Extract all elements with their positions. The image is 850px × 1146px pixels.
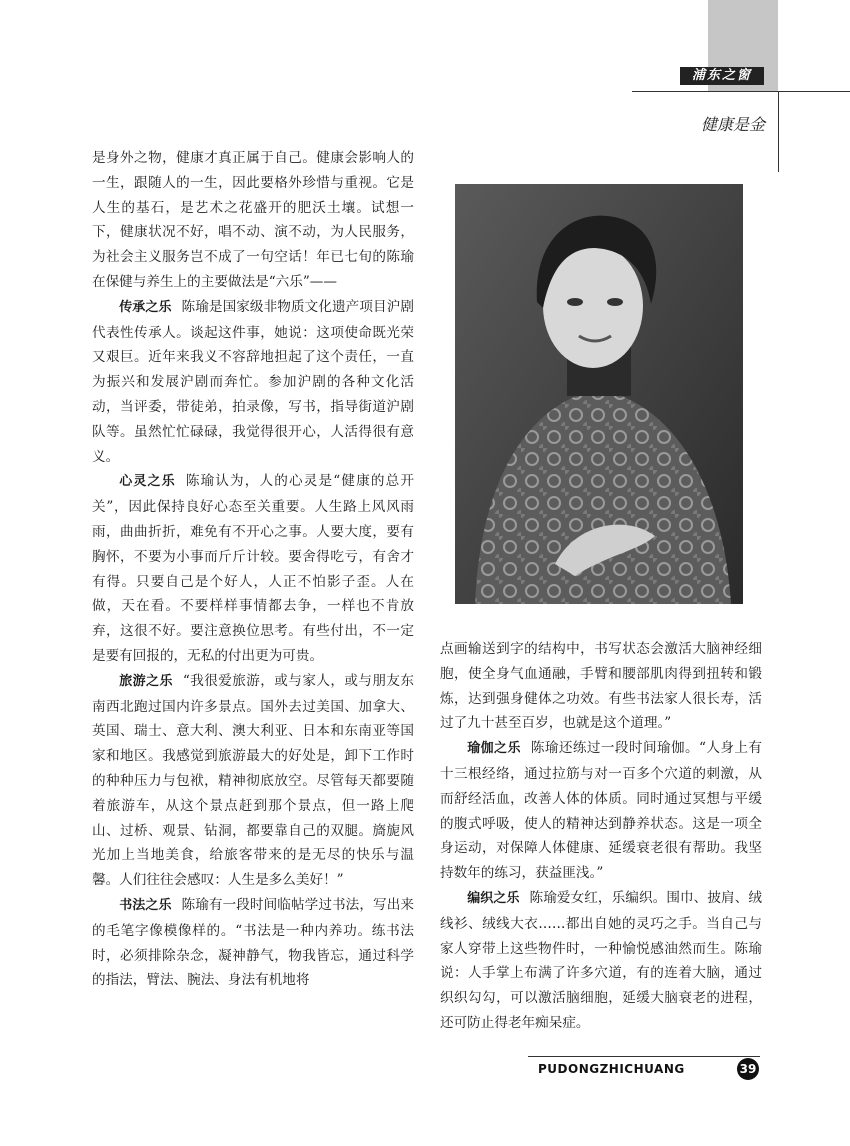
page-number: 39 [737, 1058, 759, 1080]
section-heading: 心灵之乐 [119, 474, 176, 490]
left-column [92, 146, 414, 993]
section-paragraph [440, 736, 762, 886]
section-heading: 编织之乐 [467, 890, 520, 906]
section-paragraph [92, 669, 414, 893]
section-heading: 书法之乐 [119, 897, 172, 913]
header-rule-vertical [778, 92, 779, 172]
section-text: 陈瑜还练过一段时间瑜伽。“人身上有十三根经络，通过拉筋与对一百多个穴道的刺激，从而舒经活血，改善人体的体质。同时通过冥想与平缓的腹式呼吸，使人的精神达到静养状态。这是一项全身运动，对保障人体健康、延缓衰老很有帮助。我坚持数年的练习，获益匪浅。” [440, 740, 762, 882]
section-text: 陈瑜认为，人的心灵是“健康的总开关”，因此保持良好心态至关重要。人生路上风风雨雨，曲曲折折，难免有不开心之事。人要大度，要有胸怀，不要为小事而斤斤计较。要舍得吃亏，有舍才有得。只要自己是个好人，人正不怕影子歪。人在做，天在看。不要样样事情都去争，一样也不肯放弃，这很不好。要注意换位思考。有些付出，不一定是要有回报的，无私的付出更为可贵。 [92, 473, 414, 664]
section-heading: 传承之乐 [119, 299, 172, 315]
section-heading: 瑜伽之乐 [467, 741, 521, 757]
header-rule-horizontal [632, 91, 850, 92]
right-column [440, 637, 762, 1036]
section-heading: 旅游之乐 [119, 673, 173, 689]
section-text: “我很爱旅游，或与家人，或与朋友东南西北跑过国内许多景点。国外去过美国、加拿大、英国、瑞士、意大利、澳大利亚、日本和东南亚等国家和地区。我感觉到旅游最大的好处是，卸下工作时的种种压力与包袱，精神彻底放空。尽管每天都要随着旅游车，从这个景点赶到那个景点，但一路上爬山、过桥、观景、钻洞，都要靠自己的双腿。旖旎风光加上当地美食，给旅客带来的是无尽的快乐与温馨。人们往往会感叹：人生是多么美好！” [92, 672, 414, 889]
section-paragraph [92, 469, 414, 668]
continuation-paragraph: 点画输送到字的结构中，书写状态会激活大脑神经细胞，使全身气血通融，手臂和腰部肌肉得到扭转和锻炼，达到强身健体之功效。有些书法家人很长寿，活过了九十甚至百岁，也就是这个道理。” [440, 641, 762, 732]
section-paragraph [440, 886, 762, 1036]
section-text: 陈瑜是国家级非物质文化遗产项目沪剧代表性传承人。谈起这件事，她说：这项使命既光荣又艰巨。近年来我义不容辞地担起了这个责任，一直为振兴和发展沪剧而奔忙。参加沪剧的各种文化活动，当评委，带徒弟，拍录像，写书，指导街道沪剧队等。虽然忙忙碌碌，我觉得很开心，人活得很有意义。 [92, 298, 414, 465]
section-paragraph [92, 893, 414, 993]
portrait-photo [455, 184, 743, 604]
section-paragraph [92, 295, 414, 470]
intro-paragraph: 是身外之物，健康才真正属于自己。健康会影响人的一生，跟随人的一生，因此要格外珍惜与重视。它是人生的基石，是艺术之花盛开的肥沃土壤。试想一下，健康状况不好，唱不动、演不动，为人民服务，为社会主义服务岂不成了一句空话！年已七旬的陈瑜在保健与养生上的主要做法是“六乐”—— [92, 150, 414, 290]
footer-magazine-name: PUDONGZHICHUANG [538, 1062, 685, 1076]
section-text: 陈瑜爱女红，乐编织。围巾、披肩、绒线衫、绒线大衣……都出自她的灵巧之手。当自己与家人穿带上这些物件时，一种愉悦感油然而生。陈瑜说：人手掌上布满了许多穴道，有的连着大脑，通过织织勾勾，可以激活脑细胞，延缓大脑衰老的进程，还可防止得老年痴呆症。 [440, 889, 762, 1031]
footer-rule [528, 1056, 760, 1057]
section-title: 健康是金 [700, 115, 765, 134]
section-text: 陈瑜有一段时间临帖学过书法，写出来的毛笔字像模像样的。“书法是一种内养功。练书法时，必须排除杂念，凝神静气，物我皆忘，通过科学的指法，臂法、腕法、身法有机地将 [92, 896, 414, 989]
portrait-illustration [455, 184, 743, 604]
magazine-tag: 浦东之窗 [680, 67, 764, 85]
